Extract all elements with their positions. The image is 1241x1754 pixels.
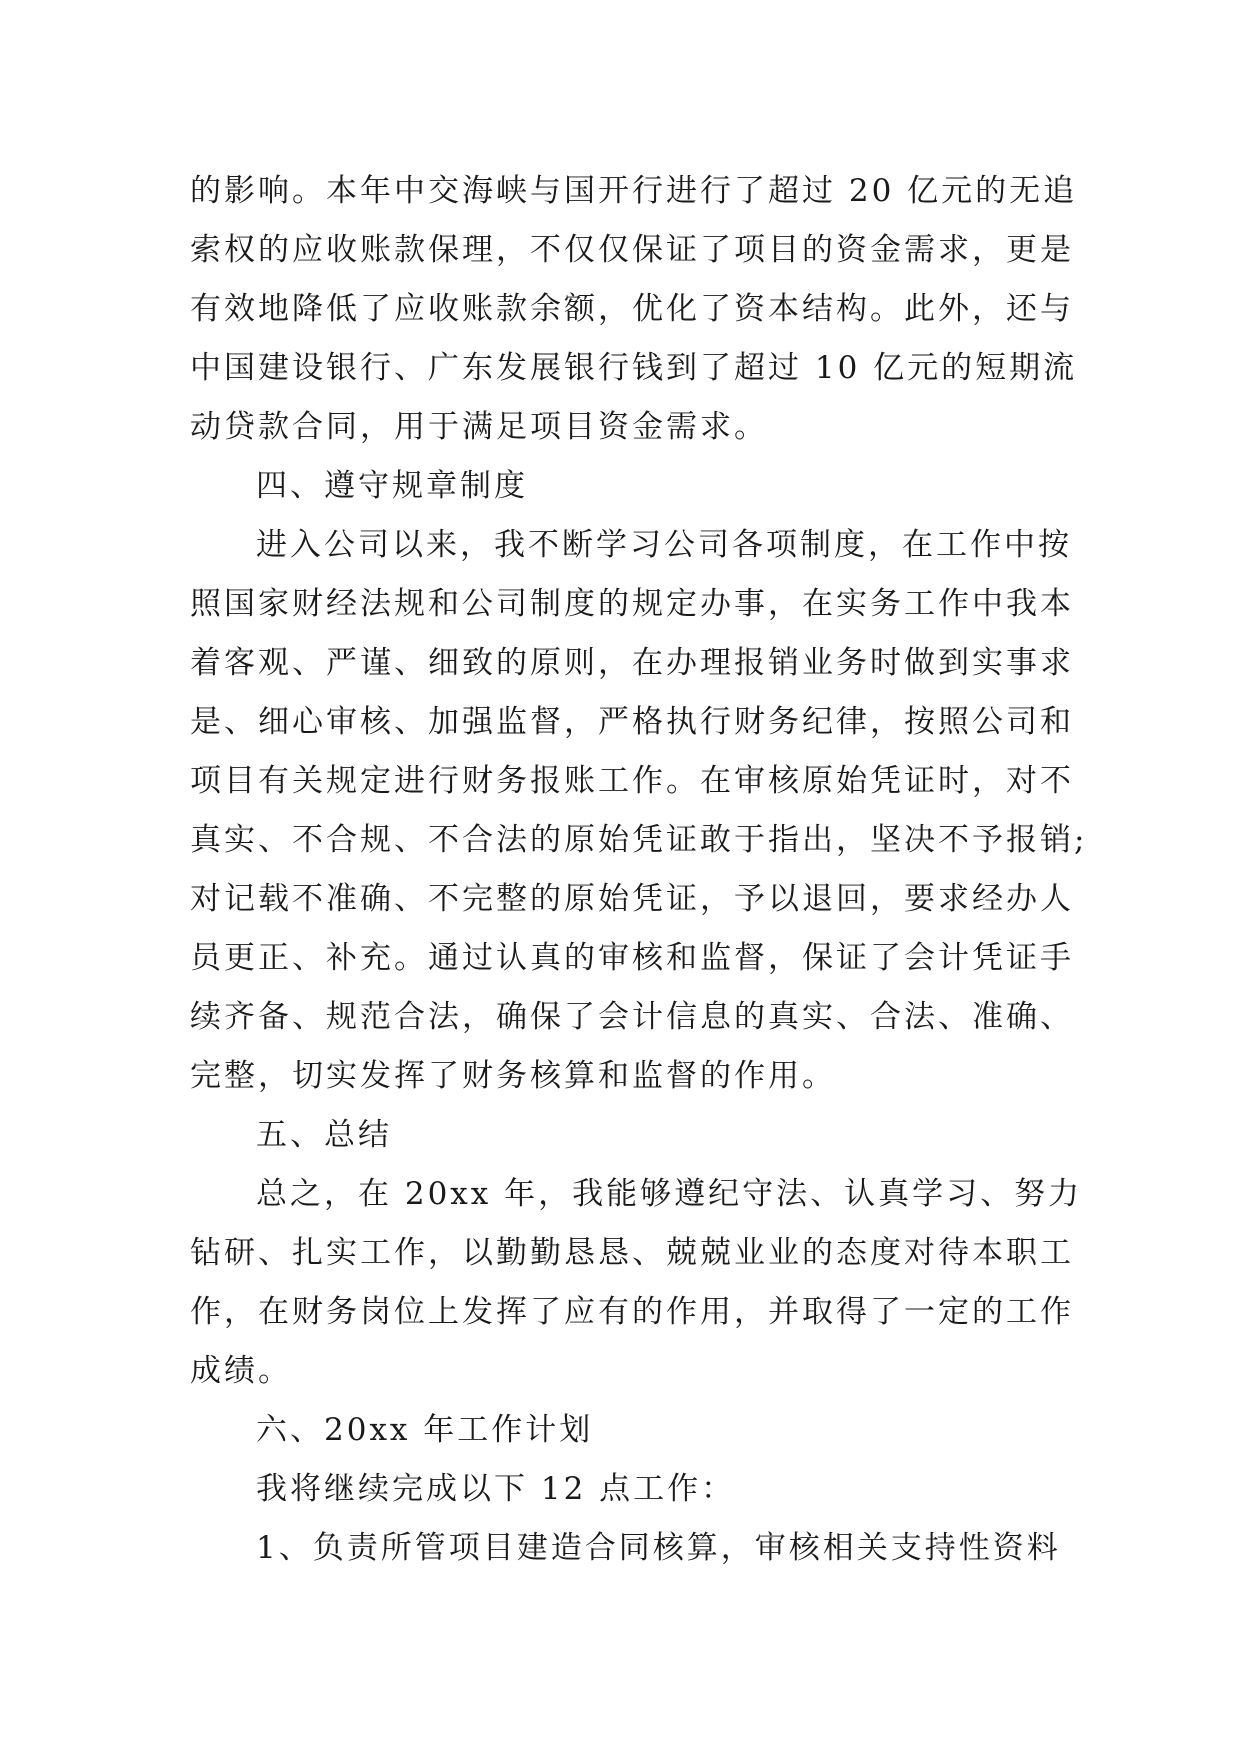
text-line: 对记载不准确、不完整的原始凭证，予以退回，要求经办人 [190,881,1074,917]
section-heading: 四、遵守规章制度 [256,468,528,504]
section-heading: 五、总结 [256,1117,392,1153]
text-line: 照国家财经法规和公司制度的规定办事，在实务工作中我本 [190,586,1074,622]
list-item: 1、负责所管项目建造合同核算，审核相关支持性资料 [256,1530,1061,1566]
text-line: 真实、不合规、不合法的原始凭证敢于指出，坚决不予报销; [190,822,1088,858]
text-line: 中国建设银行、广东发展银行钱到了超过 10 亿元的短期流 [190,350,1078,386]
section-heading: 六、20xx 年工作计划 [256,1412,594,1448]
text-line: 总之，在 20xx 年，我能够遵纪守法、认真学习、努力 [256,1176,1083,1212]
text-line: 动贷款合同，用于满足项目资金需求。 [190,409,768,445]
text-line: 完整，切实发挥了财务核算和监督的作用。 [190,1058,836,1094]
text-line: 进入公司以来，我不断学习公司各项制度，在工作中按 [256,527,1072,563]
text-line: 是、细心审核、加强监督，严格执行财务纪律，按照公司和 [190,704,1074,740]
text-line: 我将继续完成以下 12 点工作： [256,1471,736,1507]
text-line: 索权的应收账款保理，不仅仅保证了项目的资金需求，更是 [190,232,1074,268]
text-line: 续齐备、规范合法，确保了会计信息的真实、合法、准确、 [190,999,1074,1035]
text-line: 成绩。 [190,1353,292,1389]
text-line: 的影响。本年中交海峡与国开行进行了超过 20 亿元的无追 [190,173,1078,209]
text-line: 员更正、补充。通过认真的审核和监督，保证了会计凭证手 [190,940,1074,976]
text-line: 着客观、严谨、细致的原则，在办理报销业务时做到实事求 [190,645,1074,681]
text-line: 钻研、扎实工作，以勤勤恳恳、兢兢业业的态度对待本职工 [190,1235,1074,1271]
document-body [190,162,1088,1578]
text-line: 作，在财务岗位上发挥了应有的作用，并取得了一定的工作 [190,1294,1074,1330]
text-line: 有效地降低了应收账款余额，优化了资本结构。此外，还与 [190,291,1074,327]
text-line: 项目有关规定进行财务报账工作。在审核原始凭证时，对不 [190,763,1074,799]
